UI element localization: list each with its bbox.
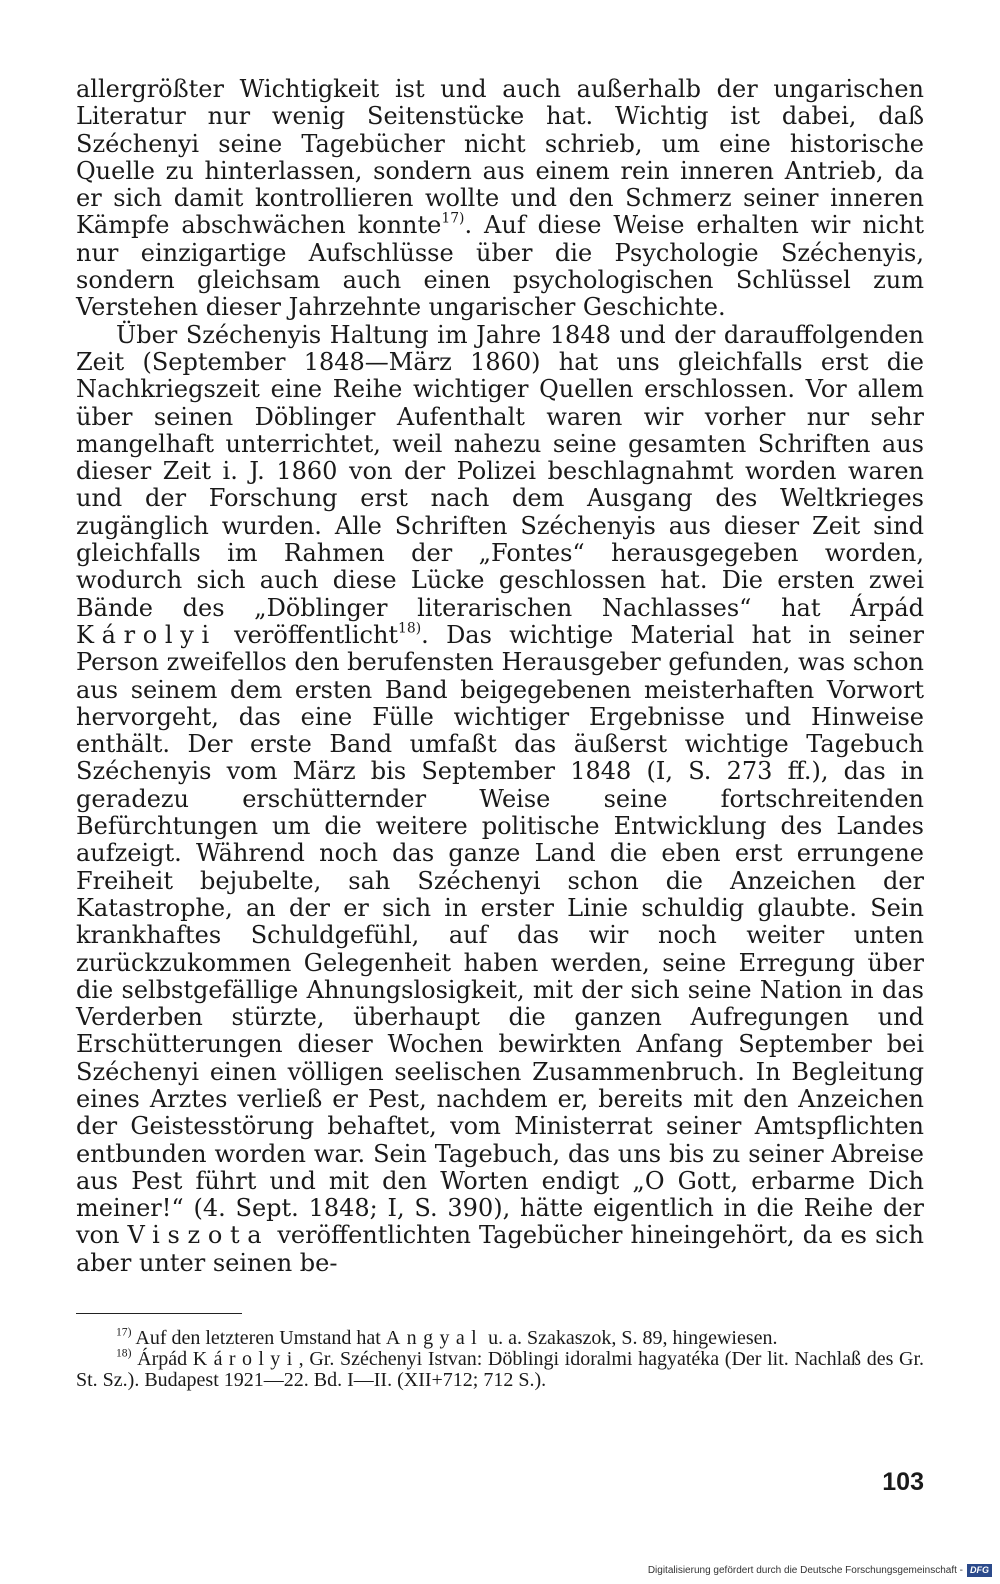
- paragraph-1-text-after: . Auf diese Weise erhalten wir nicht nur einzigartige Aufschlüsse über die Psychologie Széchenyis, sondern gleichsam auch einen psychologischen Schlüssel zum Verstehen dieser Jahrzehnte ungarischer Geschichte.: [76, 211, 924, 322]
- footnote-divider: [76, 1313, 242, 1314]
- footnote-18-text-after: , Gr. Széchenyi Istvan: Döblingi idoralmi hagyatéka (Der lit. Nachlaß des Gr. St. Sz.). Budapest 1921—22. Bd. I—II. (XII+712; 712 S.).: [76, 1348, 925, 1391]
- spaced-name-angyal: Angyal: [385, 1327, 484, 1349]
- paragraph-2-text-before: Über Széchenyis Haltung im Jahre 1848 und der darauffolgenden Zeit (September 1848—März 1860) hat uns gleichfalls erst die Nachkriegszeit eine Reihe wichtiger Quellen erschlossen. Vor allem über seinen Döblinger Aufenthalt waren wir vorher nur sehr mangelhaft unterrichtet, weil nahezu seine gesamten Schriften aus dieser Zeit i. J. 1860 von der Polizei beschlagnahmt worden waren und der Forschung erst nach dem Ausgang des Weltkrieges zugänglich wurden. Alle Schriften Széchenyis aus dieser Zeit sind gleichfalls im Rahmen der „Fontes“ herausgegeben worden, wodurch sich auch diese Lücke geschlossen hat. Die ersten zwei Bände des „Döblinger literarischen Nachlasses“ hat Árpád: [76, 320, 924, 622]
- paragraph-2-text-end: veröffentlichten Tagebücher hineingehört, da es sich aber unter seinen be-: [76, 1221, 924, 1277]
- footnote-ref-17: 17): [441, 211, 465, 228]
- credit-text: Digitalisierung gefördert durch die Deutsche Forschungsgemeinschaft -: [647, 1564, 963, 1576]
- digitization-credit: [648, 1561, 992, 1579]
- paragraph-2: [76, 322, 924, 1277]
- footnote-17-marker: 17): [116, 1325, 132, 1339]
- footnote-17: [76, 1325, 924, 1349]
- spaced-name-karolyi-fn: Károlyi: [192, 1348, 299, 1370]
- page-number: 103: [882, 1468, 924, 1496]
- spaced-name-viszota: Viszota: [127, 1221, 270, 1250]
- footnotes: [76, 1325, 925, 1391]
- paragraph-2-text-mid: veröffentlicht: [234, 620, 399, 649]
- footnote-17-text-after: u. a. Szakaszok, S. 89, hingewiesen.: [488, 1327, 778, 1349]
- paragraph-2-text-after-ref: . Das wichtige Material hat in seiner Person zweifellos den berufensten Herausgeber gefunden, was schon aus seinem dem ersten Band beigegebenen meisterhaften Vorwort hervorgeht, das eine Fülle wichtiger Ergebnisse und Hinweise enthält. Der erste Band umfaßt das äußerst wichtige Tagebuch Széchenyis vom März bis September 1848 (I, S. 273 ff.), das in geradezu erschütternder Weise seine fortschreitenden Befürchtungen um die weitere politische Entwicklung des Landes aufzeigt. Während noch das ganze Land die eben erst errungene Freiheit bejubelte, sah Széchenyi schon die Anzeichen der Katastrophe, an der er sich in erster Linie schuldig glaubte. Sein krankhaftes Schuldgefühl, auf das wir noch weiter unten zurückzukommen Gelegenheit haben werden, seine Erregung über die selbstgefällige Ahnungslosigkeit, mit der sich seine Nation in das Verderben stürzte, überhaupt die ganzen Aufregungen und Erschütterungen dieser Wochen bewirkten Anfang September bei Széchenyi einen völligen seelischen Zusammenbruch. In Begleitung eines Arztes verließ er Pest, nachdem er, bereits mit den Anzeichen der Geistesstörung behaftet, vom Ministerrat seiner Amtspflichten entbunden worden war. Sein Tagebuch, das uns bis zu seiner Abreise aus Pest führt und mit den Worten endigt „O Gott, erbarme Dich meiner!“ (4. Sept. 1848; I, S. 390), hätte eigentlich in die Reihe der von: [76, 620, 924, 1250]
- spaced-name-karolyi: Károlyi: [76, 620, 217, 649]
- footnote-ref-18: 18): [398, 620, 422, 637]
- footnote-18-text-before: Árpád: [137, 1348, 188, 1370]
- paragraph-1: [76, 76, 924, 322]
- footnote-17-text-before: Auf den letzteren Umstand hat: [135, 1327, 381, 1349]
- paragraph-1-text: allergrößter Wichtigkeit ist und auch außerhalb der ungarischen Literatur nur wenig Seitenstücke hat. Wichtig ist dabei, daß Széchenyi seine Tagebücher nicht schrieb, um eine historische Quelle zu hinterlassen, sondern aus einem rein inneren Antrieb, da er sich damit kontrollieren wollte und den Schmerz seiner inneren Kämpfe abschwächen konnte: [76, 75, 924, 240]
- footnote-18: [76, 1346, 925, 1391]
- dfg-logo-icon: DFG: [967, 1564, 992, 1577]
- body-text: [76, 76, 924, 1277]
- footnote-18-marker: 18): [116, 1346, 132, 1360]
